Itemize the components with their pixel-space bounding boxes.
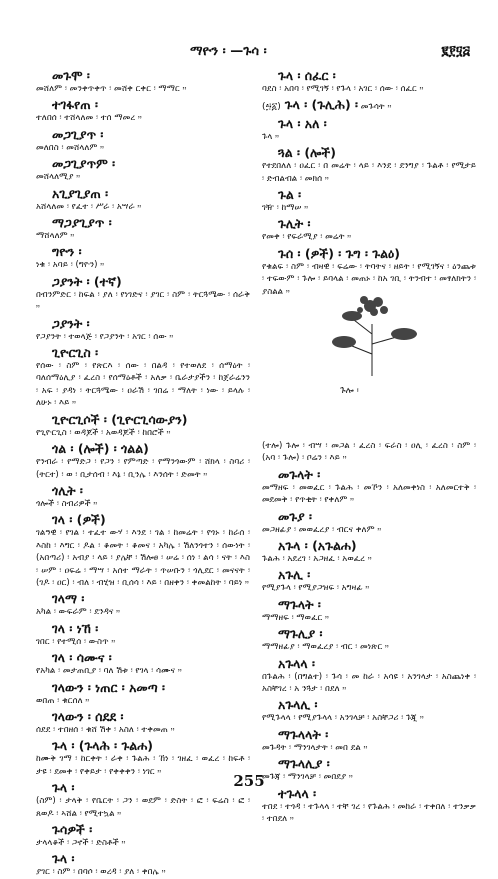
running-head [0, 44, 498, 62]
entry-definition: ተለበሰ ፡ ተሸላለመ ፡ ተሰ ማመረ ። [36, 113, 142, 124]
dictionary-entry [262, 145, 476, 185]
entry-definition: የመቀ ፡ የፍራሚያ ፡ መሬት ። [262, 232, 352, 243]
entry-definition: ማማዘፊያ ፡ ማወፈረያ ፡ ብር ፡ መነጽር ። [262, 642, 389, 653]
entry-headword: ተገፋየጠ ፡ [52, 97, 98, 113]
dictionary-entry [262, 467, 476, 507]
entry-definition: ሰደደ ፡ ተበዘሰ ፡ ቁሸ ሽቀ ፡ አስለ ፡ ተቀመጠ ። [36, 724, 175, 735]
entry-headword: ማጉላሊያ ፡ [278, 756, 330, 772]
entry-headword: ጉል ፡ [278, 187, 302, 203]
entry-definition: የሚጉላላ ፡ የሚያጉላላ ፡ አንገላቻ ፡ አስቸጋሪ ፡ ጉጂ ። [262, 713, 424, 724]
entry-definition: የጊዮርጊስ ፡ ወዳጆች ፡ አወዳጆች ፡ ከበሮች ። [36, 427, 171, 438]
entry-definition: ባደስ ፡ አበባ ፡ የሚገኝ ፡ የጉላ ፡ አገር ፡ ሰው ፡ ሰፈር ። [262, 84, 424, 94]
dictionary-entry [262, 97, 476, 113]
entry-definition: ጉላ ። [262, 131, 280, 142]
dictionary-entry [262, 509, 476, 536]
dictionary-entry [262, 116, 476, 143]
running-title: ማዮን ፡ —ጉሳ ፡ [190, 44, 267, 59]
entry-headword: ጉላ ፡ (ጉላሕ ፡ ጉልሐ) [52, 738, 153, 754]
dictionary-entry [262, 786, 476, 826]
dictionary-entry [262, 727, 476, 754]
entry-definition: ነቁ ፡ አባይ ፡ (ግዮን) ። [36, 260, 105, 271]
entry-definition: የቁልፍ ፡ ስም ፡ ብዛዊ ፡ ፍሬው ፡ ትባትና ፡ ዘይት ፡ የሚገኝና ፡ ዕንጨቱ ፡ ተፍውም ፡ ጉሎ ፡ ይባላል ፡ መጠኑ ፡ ከአ ገቢ ፡ ትንብተ ፡ መፃለክትን ፡ ያስልል ። [262, 261, 476, 297]
dictionary-entry [36, 621, 250, 648]
entry-definition: ጎሎች ፡ ስብሪዎች ። [36, 498, 98, 509]
illustration-caption: ጉሎ ፡ [340, 386, 359, 396]
entry-headword: ጉላ ፡ (ጉሊሕ) ፡ [284, 97, 358, 113]
entry-definition: መጉዳት ፡ ማንገላታት ፡ መበ ደል ። [262, 742, 368, 753]
dictionary-entry [36, 127, 250, 154]
entry-definition: የንብራ ፡ የማድጋ ፡ የጋን ፡ የምጣድ ፡ የማንጎውም ፡ ሸክላ ፡ ስባሪ ፡ (ትርተ) ፡ ወ ፡ ቢታሰብ ፡ እኔ ፡ ቢንሌ ፡ እንሰት ፡ ድመት ። [36, 457, 250, 480]
entry-headword: ተጉላላ ፡ [278, 785, 317, 801]
dictionary-entry [36, 483, 250, 510]
dictionary-entry [262, 597, 476, 624]
entry-headword: ጓል ፡ (ሎች) [278, 145, 336, 161]
dictionary-entry [262, 656, 476, 696]
entry-definition: የሰው ፡ ስም ፡ የጽርእ ፡ ሰው ፡ በልዳ ፡ የተወለደ ፡ ሰማዕት ፡ ባለሰማዕሊያ ፡ ፈረስ ፡ የሰማዕቶች ፡ አለቃ ፡ ቤራታያችን ፡ ከጀራሬንን ፡ አፍ ፡ ያዳነ ፡ ትርጓሜው ፡ ዐራሽ ፡ ገበሬ ፡ ማለት ፡ ነው ፡ ይላሉ ፡ ለሁኑ ፡ እይ ። [36, 361, 250, 409]
entry-headword: ገላማ ፡ [52, 591, 85, 607]
entry-headword: ገላውን ፡ ሰደደ ፡ [52, 708, 124, 724]
dictionary-entry [36, 97, 250, 124]
entry-definition: ታላላቆች ፡ ጋኖች ፡ ድስቶች ። [36, 838, 126, 848]
dictionary-entry [36, 512, 250, 589]
entry-headword: አጉሊ ፡ [278, 567, 311, 583]
dictionary-entry [262, 440, 476, 465]
entry-headword: መጋጊያጥም ፡ [52, 156, 116, 172]
entry-headword: ማጉላት ፡ [278, 596, 321, 612]
entry-headword: ጊዮርጊስ ፡ [52, 345, 99, 361]
entry-definition: (ተሎ) ጉሎ ፡ ብሣ ፡ መጋል ፡ ፈረስ ፡ ፍራስ ፡ ዐሊ ፡ ፈረስ ፡ ስም ፡ (አባ ፡ ጉሎ) ፡ ቦሬን ፡ እይ ። [262, 441, 476, 464]
entry-definition: ተበደ ፡ ተጎዳ ፡ ተጉላላ ፡ ተቸ ገረ ፡ የጉልሕ ፡ መከራ ፡ ተቀበለ ፡ ተንቃቃ ፡ ተበደለ ። [262, 801, 476, 825]
entry-definition: የጋያንት ፡ ተወላጅ ፡ የጋያንት ፡ አገር ፡ ሰው ። [36, 331, 174, 342]
entry-definition: ገልዓዊ ፡ የገል ፡ ተፈተ ውሃ ፡ እንደ ፡ ገል ፡ ከመሬት ፡ የጎኑ ፡ ከራሰ ፡ እስከ ፡ እግር ፡ ዶል ፡ ቆመት ፡ ቆመና ፡ አካሌ ፡ ሽለንጎተን ፡ ሰውነት ፡ (አበጣሪ) ፡ አብያ ፡ ላይ ፡ ያሌቸ ፡ ሽሎፀ ፡ ሠሬ ፡ ሰነ ፡ ልሳ ፡ ናት ፡ እስ ፡ ሠም ፡ ዐፍሬ ፡ ማሣ ፡ አሰተ ማራት ፡ ጥሠቡን ፡ ጎሊደር ፡ መናናት ፡ (ገዶ ፡ ዐር) ፡ ብለ ፡ ብሂዝ ፡ ቢሰሳ ፡ እይ ፡ በዘቀን ፡ ቀመልከት ፡ ባይነ ። [36, 528, 250, 588]
entry-headword: ገላ ፡ ነኸ ፡ [52, 620, 99, 636]
entry-headword: አጉላሊ ፡ [278, 697, 318, 713]
dictionary-entry [36, 591, 250, 618]
entry-headword: መጉያ ፡ [278, 508, 312, 524]
entry-definition: (ስም) ፡ ታላቅ ፡ የቤርት ፡ ጋን ፡ ወደም ፡ ድስት ፡ ፎ ፡ ፍሬስ ፡ ፎ ፡ ጸወዶ ፡ ኣሸል ፡ የሚተኳል ። [36, 796, 250, 819]
entry-definition: መጋዘፊያ ፡ መወፈረያ ፡ ብርና ቀለም ። [262, 524, 382, 535]
dictionary-entry [262, 626, 476, 653]
entry-headword: ገላ ፡ (ዎች) [52, 512, 106, 528]
dictionary-entry [36, 680, 250, 707]
entry-definition: የተደበለለ ፡ ዐፈር ፡ በ መሬት ፡ ላይ ፡ እንደ ፡ ደንግያ ፡ ጉልቶ ፡ የሚታይ ፡ ድብልብል ፡ መክሰ ። [262, 161, 476, 184]
entry-headword: ማጉሊያ ፡ [278, 626, 323, 642]
entry-headword: ጊዮርጊሶች ፡ (ጊዮርጊሳውያን) [52, 411, 188, 427]
dictionary-entry [36, 244, 250, 271]
page-label-ethiopic: ፪፻፶፭ [441, 44, 470, 59]
entry-headword: ጉላ ፡ [52, 851, 75, 867]
entry-headword: ግዮን ፡ [52, 244, 82, 260]
entry-headword: ጉሊት ፡ [278, 216, 311, 232]
dictionary-entry [262, 697, 476, 724]
page-number: 255 [233, 772, 265, 790]
entry-headword: ገላውን ፡ ነጠር ፡ አመጣ ፡ [52, 679, 165, 695]
dictionary-entry [36, 186, 250, 213]
entry-headword: ጋያንት ፡ (ተኛ) [52, 273, 122, 289]
entry-definition: አሸላለመ ፡ የፈተ ፡ ሥራ ፡ አሣራ ። [36, 201, 142, 212]
entry-headword: ጎሊት ፡ [52, 482, 83, 498]
entry-definition: የሚያጉላ ፡ የሚያጋዝፍ ፡ አግዛፊ ። [262, 583, 370, 594]
dictionary-entry [262, 216, 476, 243]
entry-headword: ጉሳዎች ፡ [52, 822, 93, 837]
dictionary-entry [36, 650, 250, 677]
dictionary-entry [36, 709, 250, 736]
entry-headword: መጉሞ ፡ [52, 68, 90, 83]
entry-definition: ከሙቅ ገማ ፡ ከርቀት ፡ ራቀ ፡ ጉልሕ ፡ ኸነ ፡ ገዘፈ ፡ ወፈረ ፡ ከፍቶ ፡ ታዩ ፡ ደመቀ ፡ የቀይታ ፡ የቀቀቀን ፡ ነገር ። [36, 754, 250, 777]
entry-definition: በጉልሕ ፡ (በግልተ) ፡ ጉሳ ፡ መ ከራ ፡ አሳዩ ፡ አንገላታ ፡ አስጨነቀ ፡ አስቸገረ ፡ አ ንጓታ ፡ በደለ ። [262, 671, 476, 695]
entry-definition: ያገር ፡ ስም ፡ በባሶ ፡ ወረዳ ፡ ያለ ፡ ቀበሌ ። [36, 867, 166, 878]
entry-definition: ጉልሕ ፡ አደረገ ፡ አጋዘፈ ፡ አወፈረ ። [262, 554, 372, 565]
entry-headword: አጉላላ ፡ [278, 655, 315, 671]
entry-definition: ማሸላለም ። [36, 231, 75, 242]
entry-definition: መለበስ ፡ መሸላለም ። [36, 142, 105, 153]
dictionary-entry [262, 567, 476, 594]
entry-headword: ጋያንት ፡ [52, 315, 90, 331]
entry-definition: መጉሳት ። [360, 102, 392, 113]
dictionary-entry [36, 822, 250, 849]
entry-definition: ወበጠ ፡ ቁርሰለ ። [36, 695, 90, 706]
dictionary-entry [36, 274, 250, 314]
entry-definition: መጉጃ ፡ ማንገላቻ ፡ መበደያ ። [262, 772, 353, 783]
entry-definition: ገበር ፡ የተሚሰ ፡ ውስጥ ። [36, 636, 116, 647]
dictionary-entry [36, 215, 250, 242]
entry-definition: ማማዘፍ ፡ ማወፈር ። [262, 612, 330, 623]
dictionary-entry [36, 412, 250, 439]
entry-headword: ጉላ ፡ [52, 780, 75, 796]
entry-definition: መማዘፍ ፡ መወፈር ፡ ጉልሕ ፡ መኾን ፡ አለመቀነስ ፡ አለመርተቅ ፡ መደመቅ ፡ የጥቂት ፡ የቀለም ። [262, 482, 476, 506]
entry-headword: መጉላት ፡ [278, 466, 321, 482]
entry-headword: ማጋያጊያጥ ፡ [52, 215, 112, 231]
dictionary-entry [262, 68, 476, 95]
dictionary-entry [36, 68, 250, 95]
dictionary-entry [36, 345, 250, 410]
entry-definition: ገዥ ፡ ከማሠ ። [262, 203, 309, 214]
dictionary-entry [262, 538, 476, 565]
entry-headword: ጉሰ ፡ (ዎች) ፡ ጉግ ፡ ጉልዕ) [278, 245, 400, 261]
dictionary-entry [262, 187, 476, 214]
entry-headword: ማጉላላት ፡ [278, 726, 329, 742]
castor-plant-illustration [312, 284, 432, 380]
entry-definition: መሸለም ፡ መንቀጥቀጥ ፡ መሸቀ ርቀር ፡ ማማር ። [36, 84, 187, 94]
entry-headword: ገላ ፡ ሳሙና ፡ [52, 650, 112, 666]
entry-label: (፵፩) [262, 102, 281, 113]
dictionary-entry [36, 441, 250, 481]
entry-headword: መጋጊያጥ ፡ [52, 126, 104, 142]
entry-definition: የአካል ፡ መታጠቢያ ፡ ባለ ሽቱ ፡ የገላ ፡ ሳሙና ። [36, 666, 182, 677]
entry-headword: ጎል ፡ (ሎች) ፡ ጎልል) [52, 441, 149, 457]
entry-headword: አጉላ ፡ (አጉልሐ) [278, 538, 357, 554]
entry-definition: መሸላለሚያ ። [36, 172, 81, 183]
dictionary-entry [36, 156, 250, 183]
entry-definition: አካል ፡ ውፍራም ፡ ደንዳና ። [36, 607, 121, 618]
entry-headword: ጉላ ፡ ሰፈር ፡ [278, 68, 336, 83]
dictionary-entry [36, 316, 250, 343]
dictionary-entry [36, 851, 250, 878]
entry-headword: ጉላ ፡ አለ ፡ [278, 115, 327, 131]
entry-headword: አጊያጊያጠ ፡ [52, 185, 109, 201]
entry-definition: በብንምድር ፡ ከፍል ፡ ያለ ፡ የነገድና ፡ ያገር ፡ ስም ፡ ትርጓሜው ፡ ሰራቅ ። [36, 289, 250, 313]
right-column-bottom [262, 440, 476, 825]
